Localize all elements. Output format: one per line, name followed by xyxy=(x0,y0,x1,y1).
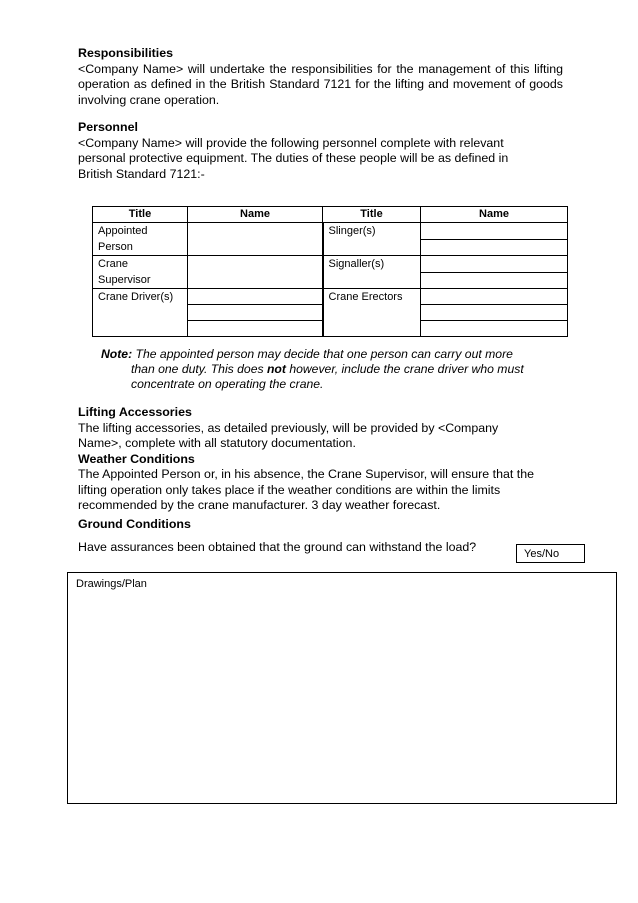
header-name-right: Name xyxy=(421,207,568,223)
personnel-line-3: British Standard 7121:- xyxy=(78,166,205,181)
role-appointed-person xyxy=(93,223,188,256)
role-signaller: Signaller(s) xyxy=(323,256,421,289)
drawings-plan-label: Drawings/Plan xyxy=(76,578,147,590)
role-slinger: Slinger(s) xyxy=(323,223,421,256)
name-field-slinger-1[interactable] xyxy=(421,223,568,240)
ground-conditions-question: Have assurances been obtained that the ground can withstand the load? xyxy=(78,540,477,554)
header-title-left: Title xyxy=(93,207,188,223)
note-line-2: than one duty. This does xyxy=(131,362,264,376)
name-field-crane-driver-2[interactable] xyxy=(188,305,323,321)
table-row xyxy=(93,223,568,240)
weather-line-1: The Appointed Person or, in his absence, the Crane Supervisor, will ensure that the xyxy=(78,467,534,481)
name-field-slinger-2[interactable] xyxy=(421,239,568,256)
role-crane-erectors: Crane Erectors xyxy=(323,289,421,337)
name-field-appointed-person[interactable] xyxy=(188,223,323,256)
table-header-row xyxy=(93,207,568,223)
personnel-section xyxy=(78,120,563,182)
role-crane-supervisor xyxy=(93,256,188,289)
ground-conditions-heading: Ground Conditions xyxy=(78,517,191,531)
lifting-accessories-heading: Lifting Accessories xyxy=(78,405,192,419)
weather-line-3: recommended by the crane manufacturer. 3 day weather forecast. xyxy=(78,498,441,512)
responsibilities-body: <Company Name> will undertake the responsibilities for the management of this lifting operation as defined in the British Standard 7121 for the lifting and movement of goods involving crane operation. xyxy=(78,61,563,107)
lifting-accessories-line-1: The lifting accessories, as detailed previously, will be provided by <Company xyxy=(78,420,499,435)
note-emphasis: not xyxy=(266,362,286,376)
ground-conditions-section xyxy=(78,517,563,533)
note-label: Note: xyxy=(101,347,133,361)
weather-line-2: lifting operation only takes place if the weather conditions are within the limits xyxy=(78,482,501,497)
name-field-crane-supervisor[interactable] xyxy=(188,256,323,289)
weather-conditions-heading: Weather Conditions xyxy=(78,451,195,466)
note-line-2-end: however, include the crane driver who must xyxy=(289,362,524,376)
header-title-right: Title xyxy=(323,207,421,223)
role-line: Crane xyxy=(98,258,128,270)
role-line: Person xyxy=(98,241,133,253)
note-paragraph xyxy=(101,347,571,392)
name-field-crane-erector-1[interactable] xyxy=(421,289,568,305)
drawings-plan-box[interactable] xyxy=(67,572,617,804)
table-row xyxy=(93,289,568,305)
name-field-signaller-2[interactable] xyxy=(421,272,568,289)
table-row xyxy=(93,256,568,273)
lifting-accessories-section xyxy=(78,405,563,514)
note-line-3: concentrate on operating the crane. xyxy=(131,377,324,391)
name-field-crane-erector-2[interactable] xyxy=(421,305,568,321)
header-name-left: Name xyxy=(188,207,323,223)
responsibilities-section xyxy=(78,46,563,108)
name-field-crane-erector-3[interactable] xyxy=(421,321,568,337)
note-line-1: The appointed person may decide that one person can carry out more xyxy=(135,347,513,361)
name-field-crane-driver-1[interactable] xyxy=(188,289,323,305)
responsibilities-heading: Responsibilities xyxy=(78,46,174,60)
role-line: Appointed xyxy=(98,225,148,237)
name-field-crane-driver-3[interactable] xyxy=(188,321,323,337)
role-crane-driver: Crane Driver(s) xyxy=(93,289,188,337)
lifting-accessories-line-2: Name>, complete with all statutory documentation. xyxy=(78,436,356,450)
name-field-signaller-1[interactable] xyxy=(421,256,568,273)
personnel-heading: Personnel xyxy=(78,120,138,134)
personnel-line-1: <Company Name> will provide the following personnel complete with relevant xyxy=(78,135,504,150)
personnel-line-2: personal protective equipment. The duties of these people will be as defined in xyxy=(78,151,509,165)
role-line: Supervisor xyxy=(98,274,151,286)
personnel-table xyxy=(92,206,568,337)
yes-no-answer-box[interactable]: Yes/No xyxy=(516,544,585,563)
